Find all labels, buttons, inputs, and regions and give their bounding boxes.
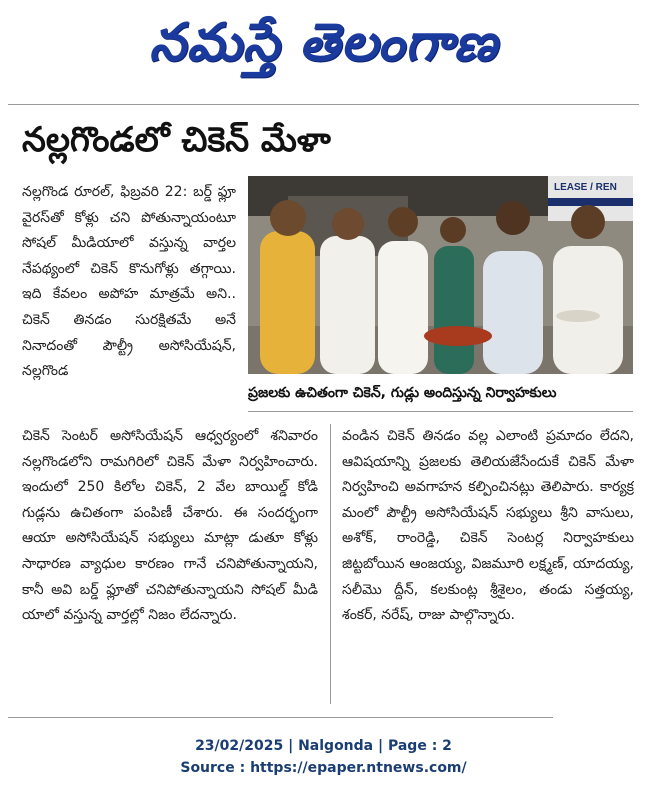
article-paragraph: వండిన చికెన్ తినడం వల్ల ఎలాంటి ప్రమాదం లేదని, ఆవిషయాన్ని ప్రజలకు తెలియజేసేందుకే చికెన్ మేళా నిర్వహించి అవగాహన కల్పించినట్లు తెలిపారు. కార్యక్ర మంలో పౌల్ట్రీ అసోసియేషన్ సభ్యులు శ్రీని వాసులు, అశోక్, రాంరెడ్డి, చికెన్ సెంటర్ల నిర్వాహకులు జిట్టబోయిన ఆంజయ్య, విజమూరి లక్ష్మణ్, యాదయ్య, సలీమొ ద్దీన్, కలకుంట్ల శ్రీశైలం, తండు సత్తయ్య, శంకర్, నరేష్, రాజు పాల్గొన్నారు.	[342, 428, 634, 624]
masthead	[0, 0, 647, 96]
article-paragraph: నల్లగొండ రూరల్, ఫిబ్రవరి 22: బర్డ్ ఫ్లూ వైరస్‌తో కోళ్లు చని పోతున్నాయంటూ సోషల్ మీడియాలో వస్తున్న వార్తల నేపథ్యంలో చికెన్ కొనుగోళ్లు తగ్గాయి. ఇది కేవలం అపోహ మాత్రమే అని.. చికెన్ తినడం సురక్షితమే అనే నినాదంతో పౌల్ట్రీ అసోసియేషన్, నల్లగొండ	[22, 184, 236, 380]
article-bottom-rule	[8, 717, 553, 718]
masthead-divider	[8, 104, 639, 105]
photo-illustration	[248, 176, 633, 374]
newspaper-logo: నమస్తే తెలంగాణ	[149, 13, 498, 73]
column-divider	[330, 424, 331, 704]
footer-source: Source : https://epaper.ntnews.com/	[180, 760, 467, 776]
article-paragraph: చికెన్ సెంటర్ అసోసియేషన్ ఆధ్వర్యంలో శనివారం నల్లగొండలోని రామగిరిలో చికెన్ మేళా నిర్వహించారు. ఇందులో 250 కిలోల చికెన్, 2 వేల బాయిల్డ్ కోడి గుడ్లను ఉచితంగా పంపిణీ చేశారు. ఈ సందర్భంగా ఆయా అసోసియేషన్ సభ్యులు మాట్లా డుతూ కోళ్లు సాధారణ వ్యాధుల కారణం గానే చనిపోతున్నాయని, కానీ అవి బర్డ్ ఫ్లూతో చనిపోతున్నాయని సోషల్ మీడి యాలో వస్తున్న వార్తల్లో నిజం లేదన్నారు.	[22, 428, 318, 624]
footer-date-edition: 23/02/2025 | Nalgonda | Page : 2	[195, 738, 452, 754]
sign-text: LEASE / REN	[554, 182, 617, 193]
caption-underline	[248, 411, 633, 412]
article-photo	[248, 176, 633, 374]
article-column-2	[342, 424, 634, 706]
article-column-1-top	[22, 180, 236, 416]
photo-caption: ప్రజలకు ఉచితంగా చికెన్, గుడ్లు అందిస్తున్న నిర్వాహకులు	[248, 385, 557, 401]
article-column-1-bottom	[22, 424, 318, 706]
article-headline: నల్లగొండలో చికెన్ మేళా	[22, 120, 331, 160]
